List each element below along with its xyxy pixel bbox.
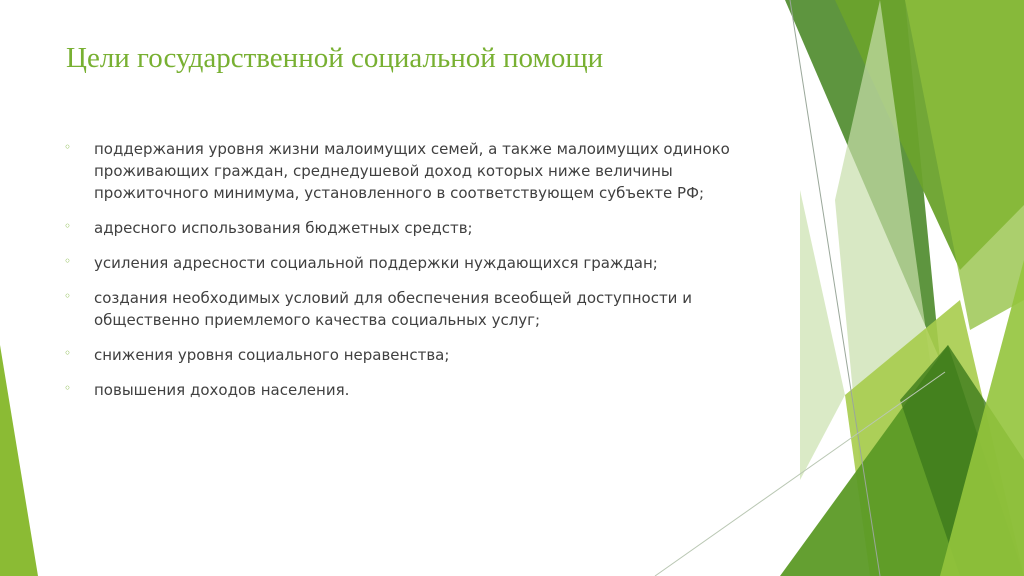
list-item bbox=[64, 217, 764, 239]
list-item bbox=[64, 287, 764, 331]
open-circle-bullet-icon: ◦ bbox=[64, 219, 72, 233]
bullet-text: усиления адресности социальной поддержки нуждающихся граждан; bbox=[94, 254, 658, 272]
bullet-text: повышения доходов населения. bbox=[94, 381, 350, 399]
bullet-text: поддержания уровня жизни малоимущих семей, а также малоимущих одиноко проживающих граждан, среднедушевой доход которых ниже величины прожиточного минимума, установленного в соответствующем субъекте РФ; bbox=[94, 140, 730, 202]
bullet-text: снижения уровня социального неравенства; bbox=[94, 346, 450, 364]
list-item bbox=[64, 379, 764, 401]
open-circle-bullet-icon: ◦ bbox=[64, 254, 72, 268]
open-circle-bullet-icon: ◦ bbox=[64, 140, 72, 154]
left-green-triangle bbox=[0, 345, 38, 576]
list-item bbox=[64, 252, 764, 274]
slide-title: Цели государственной социальной помощи bbox=[66, 42, 604, 74]
open-circle-bullet-icon: ◦ bbox=[64, 346, 72, 360]
open-circle-bullet-icon: ◦ bbox=[64, 289, 72, 303]
list-item bbox=[64, 138, 764, 204]
goals-bullet-list bbox=[64, 138, 764, 414]
bullet-text: создания необходимых условий для обеспечения всеобщей доступности и общественно приемлемого качества социальных услуг; bbox=[94, 289, 692, 329]
open-circle-bullet-icon: ◦ bbox=[64, 381, 72, 395]
list-item bbox=[64, 344, 764, 366]
bullet-text: адресного использования бюджетных средств; bbox=[94, 219, 473, 237]
